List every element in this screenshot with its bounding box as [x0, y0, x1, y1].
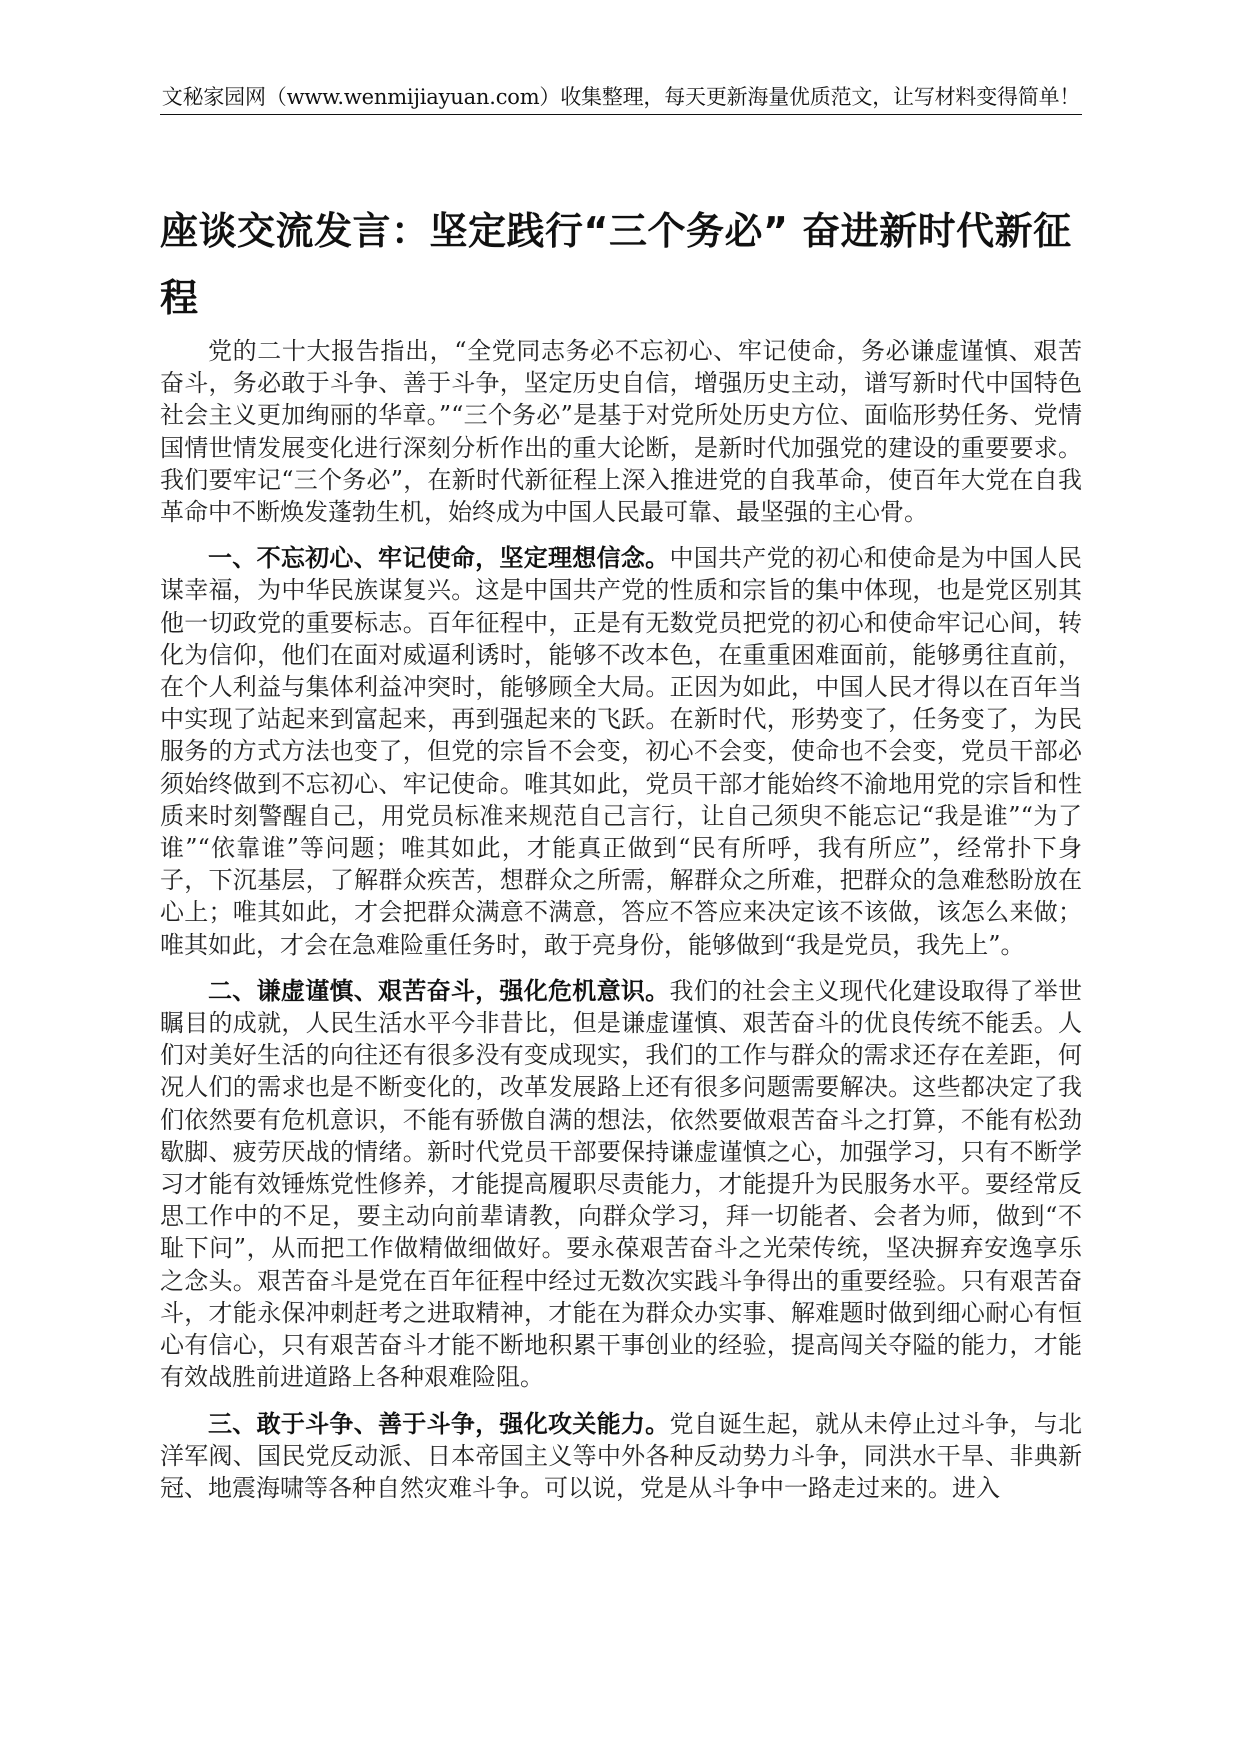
- paragraph-text: 中国共产党的初心和使命是为中国人民谋幸福，为中华民族谋复兴。这是中国共产党的性质和宗旨的集中体现，也是党区别其他一切政党的重要标志。百年征程中，正是有无数党员把党的初心和使命牢记心间，转化为信仰，他们在面对威逼利诱时，能够不改本色，在重重困难面前，能够勇往直前，在个人利益与集体利益冲突时，能够顾全大局。正因为如此，中国人民才得以在百年当中实现了站起来到富起来，再到强起来的飞跃。在新时代，形势变了，任务变了，为民服务的方式方法也变了，但党的宗旨不会变，初心不会变，使命也不会变，党员干部必须始终做到不忘初心、牢记使命。唯其如此，党员干部才能始终不渝地用党的宗旨和性质来时刻警醒自己，用党员标准来规范自己言行，让自己须臾不能忘记“我是谁”“为了谁”“依靠谁”等问题；唯其如此，才能真正做到“民有所呼，我有所应”，经常扑下身子，下沉基层，了解群众疾苦，想群众之所需，解群众之所难，把群众的急难愁盼放在心上；唯其如此，才会把群众满意不满意，答应不答应来决定该不该做，该怎么来做；唯其如此，才会在急难险重任务时，敢于亮身份，能够做到“我是党员，我先上”。: [160, 544, 1083, 959]
- section-heading: 二、谦虚谨慎、艰苦奋斗，强化危机意识。: [208, 975, 670, 1005]
- paragraph-intro: [160, 335, 1082, 528]
- section-heading: 三、敢于斗争、善于斗争，强化攻关能力。: [208, 1408, 670, 1438]
- document-title: 座谈交流发言：坚定践行“三个务必” 奋进新时代新征程: [160, 209, 1072, 320]
- document-body: [160, 335, 1082, 1518]
- page-header: 文秘家园网（www.wenmijiayuan.com）收集整理，每天更新海量优质范文，让写材料变得简单！: [160, 82, 1082, 115]
- paragraph-section-1: [160, 542, 1082, 961]
- section-heading: 一、不忘初心、牢记使命，坚定理想信念。: [208, 543, 670, 573]
- paragraph-section-2: [160, 975, 1082, 1394]
- paragraph-text: 党的二十大报告指出，“全党同志务必不忘初心、牢记使命，务必谦虚谨慎、艰苦奋斗，务必敢于斗争、善于斗争，坚定历史自信，增强历史主动，谱写新时代中国特色社会主义更加绚丽的华章。”“三个务必”是基于对党所处历史方位、面临形势任务、党情国情世情发展变化进行深刻分析作出的重大论断，是新时代加强党的建设的重要要求。我们要牢记“三个务必”，在新时代新征程上深入推进党的自我革命，使百年大党在自我革命中不断焕发蓬勃生机，始终成为中国人民最可靠、最坚强的主心骨。: [160, 337, 1082, 527]
- paragraph-text: 党自诞生起，就从未停止过斗争，与北洋军阀、国民党反动派、日本帝国主义等中外各种反动势力斗争，同洪水干旱、非典新冠、地震海啸等各种自然灾难斗争。可以说，党是从斗争中一路走过来的。进入: [160, 1409, 1083, 1502]
- paragraph-section-3: [160, 1408, 1082, 1505]
- paragraph-text: 我们的社会主义现代化建设取得了举世瞩目的成就，人民生活水平今非昔比，但是谦虚谨慎、艰苦奋斗的优良传统不能丢。人们对美好生活的向往还有很多没有变成现实，我们的工作与群众的需求还存在差距，何况人们的需求也是不断变化的，改革发展路上还有很多问题需要解决。这些都决定了我们依然要有危机意识，不能有骄傲自满的想法，依然要做艰苦奋斗之打算，不能有松劲歇脚、疲劳厌战的情绪。新时代党员干部要保持谦虚谨慎之心，加强学习，只有不断学习才能有效锤炼党性修养，才能提高履职尽责能力，才能提升为民服务水平。要经常反思工作中的不足，要主动向前辈请教，向群众学习，拜一切能者、会者为师，做到“不耻下问”，从而把工作做精做细做好。要永葆艰苦奋斗之光荣传统，坚决摒弃安逸享乐之念头。艰苦奋斗是党在百年征程中经过无数次实践斗争得出的重要经验。只有艰苦奋斗，才能永保冲刺赶考之进取精神，才能在为群众办实事、解难题时做到细心耐心有恒心有信心，只有艰苦奋斗才能不断地积累干事创业的经验，提高闯关夺隘的能力，才能有效战胜前进道路上各种艰难险阻。: [160, 976, 1083, 1392]
